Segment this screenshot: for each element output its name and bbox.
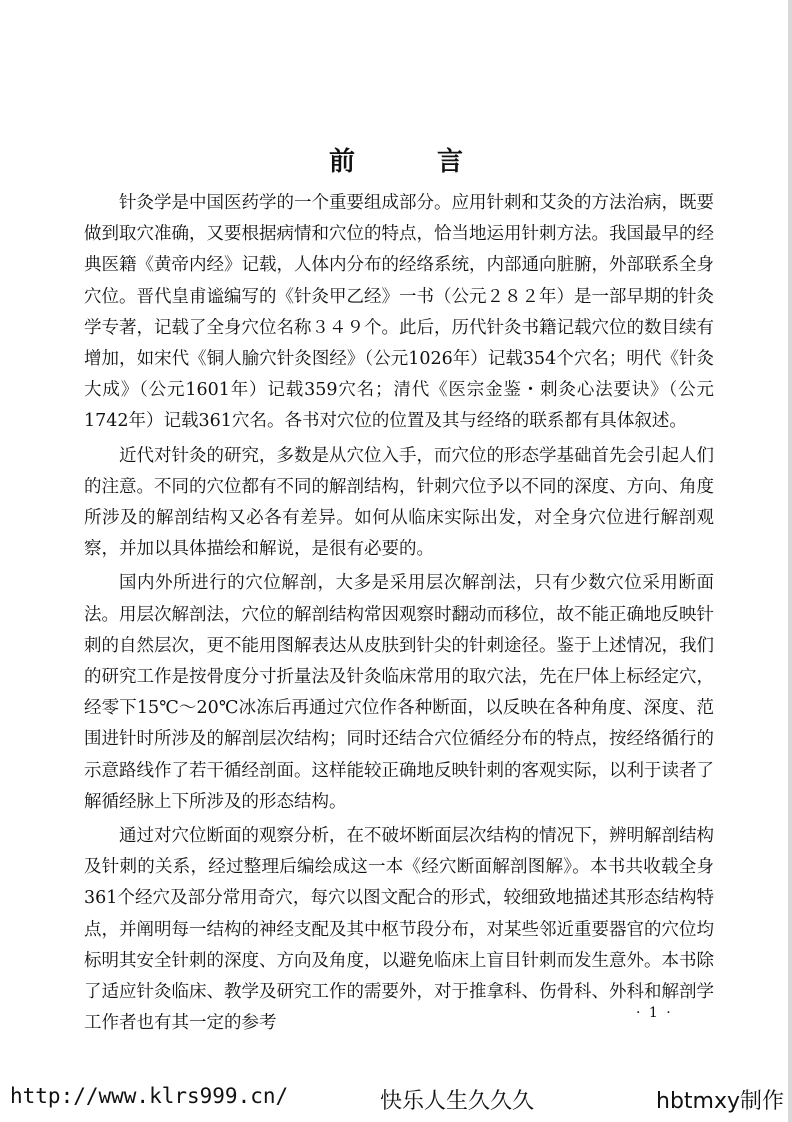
page-title: 前 言 [328,147,491,178]
paragraph-1: 针灸学是中国医药学的一个重要组成部分。应用针刺和艾灸的方法治病，既要做到取穴准确，又要根据病情和穴位的特点，恰当地运用针刺方法。我国最早的经典医籍《黄帝内经》记载，人体内分布的经络系统，内部通向脏腑，外部联系全身穴位。晋代皇甫谧编写的《针灸甲乙经》一书（公元２８２年）是一部早期的针灸学专著，记载了全身穴位名称３４９个。此后，历代针灸书籍记载穴位的数目续有增加，如宋代《铜人腧穴针灸图经》（公元1026年）记载354个穴名；明代《针灸大成》（公元1601年）记载359穴名；清代《医宗金鉴・刺灸心法要诀》（公元1742年）记载361穴名。各书对穴位的位置及其与经络的联系都有具体叙述。 [84,193,714,432]
page-number: · 1 · [636,1005,673,1021]
footer-credit: hbtmxy制作 [656,1089,785,1114]
footer-url[interactable]: http://www.klrs999.cn/ [10,1084,289,1108]
footer-watermark [0,1084,792,1114]
paragraph-3: 国内外所进行的穴位解剖，大多是采用层次解剖法，只有少数穴位采用断面法。用层次解剖法，穴位的解剖结构常因观察时翻动而移位，故不能正确地反映针刺的自然层次，更不能用图解表达从皮肤到针尖的针刺途径。鉴于上述情况，我们的研究工作是按骨度分寸折量法及针灸临床常用的取穴法，先在尸体上标经定穴，经零下15℃～20℃冰冻后再通过穴位作各种断面，以反映在各种角度、深度、范围进针时所涉及的解剖层次结构；同时还结合穴位循经分布的特点，按经络循行的示意路线作了若干循经剖面。这样能较正确地反映针刺的客观实际，以利于读者了解循经脉上下所涉及的形态结构。 [84,573,714,812]
paragraph-4: 通过对穴位断面的观察分析，在不破坏断面层次结构的情况下，辨明解剖结构及针刺的关系，经过整理后编绘成这一本《经穴断面解剖图解》。本书共收载全身361个经穴及部分常用奇穴，每穴以图文配合的形式，较细致地描述其形态结构特点，并阐明每一结构的神经支配及其中枢节段分布，对某些邻近重要器官的穴位均标明其安全针刺的深度、方向及角度，以避免临床上盲目针刺而发生意外。本书除了适应针灸临床、教学及研究工作的需要外，对于推拿科、伤骨科、外科和解剖学工作者也有其一定的参考 [84,826,714,1034]
paragraph-2: 近代对针灸的研究，多数是从穴位入手，而穴位的形态学基础首先会引起人们的注意。不同的穴位都有不同的解剖结构，针刺穴位予以不同的深度、方向、角度所涉及的解剖结构又必各有差异。如何从临床实际出发，对全身穴位进行解剖观察，并加以具体描绘和解说，是很有必要的。 [84,445,714,560]
preface-body [84,188,714,1042]
footer-slogan: 快乐人生久久久 [380,1089,535,1114]
